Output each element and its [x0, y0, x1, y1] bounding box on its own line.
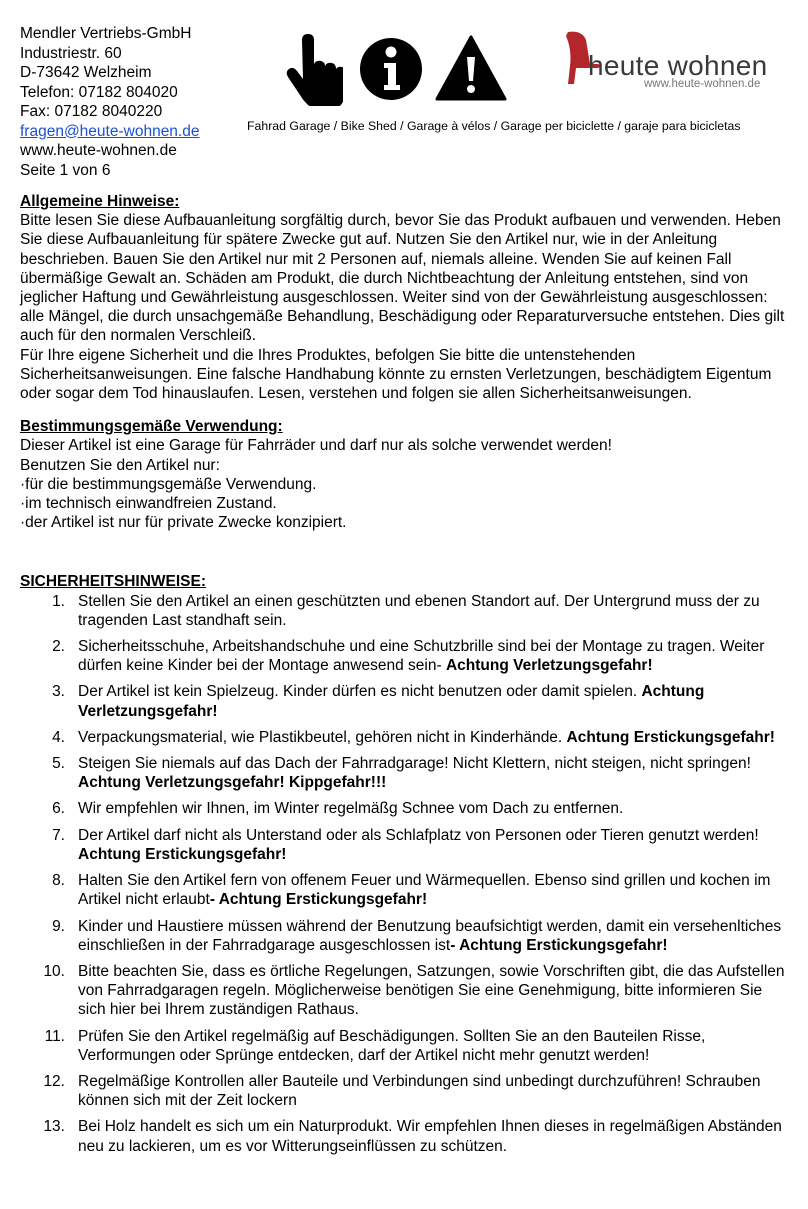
hand-pointer-icon — [285, 34, 343, 106]
address-line: Industriestr. 60 — [20, 44, 122, 62]
safety-item: 3. Der Artikel ist kein Spielzeug. Kinder dürfen es nicht benutzen oder damit spielen. Achtung Verletzungsgefahr! — [52, 683, 705, 720]
safety-list — [20, 592, 792, 1156]
safety-item: 7. Der Artikel darf nicht als Unterstand oder als Schlafplatz von Personen oder Tieren genutzt werden! Achtung Erstickungsgefahr! — [52, 826, 759, 863]
general-heading: Allgemeine Hinweise: — [20, 193, 180, 210]
address-line: Mendler Vertriebs-GmbH — [20, 25, 192, 42]
info-icon — [359, 37, 423, 101]
document-body — [20, 192, 792, 1163]
page-number: Seite 1 von 6 — [20, 161, 111, 179]
safety-item: 9. Kinder und Haustiere müssen während der Benutzung beaufsichtigt werden, damit ein versehenltiches einschließen in der Fahrradgarage ausgeschlossen ist- Achtung Erstickungsgefahr! — [52, 917, 782, 954]
safety-item: 10. Bitte beachten Sie, dass es örtliche Regelungen, Satzungen, sowie Vorschriften gibt, die das Aufstellen von Fahrradgaragen regeln. Möglicherweise benötigen Sie eine Genehmigung, bitte informieren Sie sich hier bei Ihrem zuständigen Rathaus. — [43, 962, 785, 1019]
safety-item: 2. Sicherheitsschuhe, Arbeitshandschuhe und eine Schutzbrille sind bei der Montage zu tragen. Weiter dürfen keine Kinder bei der Montage anwesend sein- Achtung Verletzungsgefahr! — [52, 638, 765, 675]
address-line: Telefon: 07182 804020 — [20, 83, 178, 101]
safety-item: 5. Steigen Sie niemals auf das Dach der Fahrradgarage! Nicht Klettern, nicht steigen, nicht springen! Achtung Verletzungsgefahr! Kippgefahr!!! — [52, 755, 751, 792]
safety-item: 13. Bei Holz handelt es sich um ein Naturprodukt. Wir empfehlen Ihnen dieses in regelmäßigen Abständen neu zu lackieren, um es vor Witterungseinflüssen zu schützen. — [43, 1118, 782, 1155]
safety-heading: SICHERHEITSHINWEISE: — [20, 573, 207, 591]
usage-line: Dieser Artikel ist eine Garage für Fahrräder und darf nur als solche verwendet werden! — [20, 437, 612, 455]
usage-line: ·für die bestimmungsgemäße Verwendung. — [20, 475, 317, 493]
safety-item: 8. Halten Sie den Artikel fern von offenem Feuer und Wärmequellen. Ebenso sind grillen und kochen im Artikel nicht erlaubt- Achtung Erstickungsgefahr! — [52, 872, 771, 909]
usage-heading: Bestimmungsgemäße Verwendung: — [20, 418, 283, 436]
usage-line: ·der Artikel ist nur für private Zwecke konzipiert. — [20, 514, 347, 532]
email-link[interactable]: fragen@heute-wohnen.de — [20, 122, 200, 140]
product-subtitle: Fahrad Garage / Bike Shed / Garage à vélos / Garage per biciclette / garaje para bicicletas — [247, 119, 741, 133]
address-line: D-73642 Welzheim — [20, 64, 152, 81]
brand-logo — [562, 30, 782, 94]
logo-wordmark: heute wohnen — [588, 50, 768, 81]
website-link[interactable]: www.heute-wohnen.de — [20, 142, 177, 159]
safety-item: 1. Stellen Sie den Artikel an einen geschützten und ebenen Standort auf. Der Untergrund muss der zu tragenden Last standhaft sein. — [52, 592, 760, 629]
logo-url: www.heute-wohnen.de — [644, 78, 761, 90]
safety-item: 12. Regelmäßige Kontrollen aller Bauteile und Verbindungen sind unbedingt durchzuführen! Schrauben können sich mit der Zeit lockern — [43, 1072, 761, 1110]
safety-item: 6. Wir empfehlen wir Ihnen, im Winter regelmäßg Schnee vom Dach zu entfernen. — [52, 800, 624, 818]
address-line: Fax: 07182 8040220 — [20, 103, 163, 120]
safety-item: 4. Verpackungsmaterial, wie Plastikbeutel, gehören nicht in Kinderhände. Achtung Erstickungsgefahr! — [52, 728, 775, 746]
usage-line: Benutzen Sie den Artikel nur: — [20, 456, 220, 474]
icon-row — [285, 34, 515, 106]
company-address — [20, 24, 199, 180]
safety-item: 11. Prüfen Sie den Artikel regelmäßig auf Beschädigungen. Sollten Sie an den Bauteilen Risse, Verformungen oder Sprünge entdecken, darf der Artikel nicht mehr genutzt werden! — [44, 1027, 706, 1064]
warning-icon — [435, 35, 507, 101]
general-paragraph: Für Ihre eigene Sicherheit und die Ihres Produktes, befolgen Sie bitte die untenstehenden Sicherheitsanweisungen. Eine falsche Handhabung könnte zu ernsten Verletzungen, beschädigtem Eigentum oder sogar dem Tod hinauslaufen. Lesen, verstehen und folgen sie allen Sicherheitsanweisungen. — [20, 346, 772, 403]
general-paragraph: Bitte lesen Sie diese Aufbauanleitung sorgfältig durch, bevor Sie das Produkt aufbauen und verwenden. Heben Sie diese Aufbauanleitung für spätere Zwecke gut auf. Nutzen Sie den Artikel nur, wie in der Anleitung beschrieben. Bauen Sie den Artikel nur mit 2 Personen auf, niemals alleine. Wenden Sie auf keinen Fall übermäßige Gewalt an. Schäden am Produkt, die durch Nichtbeachtung der Anleitung entstehen, sind von jeglicher Haftung und Gewährleistung ausgeschlossen. Weiter sind von der Gewährleistung ausgeschlossen: alle Mängel, die durch unsachgemäße Behandlung, Beschädigung oder Reparaturversuche entstehen. Dies gilt auch für den normalen Verschleiß. — [20, 212, 785, 345]
usage-line: ·im technisch einwandfreien Zustand. — [20, 495, 277, 513]
